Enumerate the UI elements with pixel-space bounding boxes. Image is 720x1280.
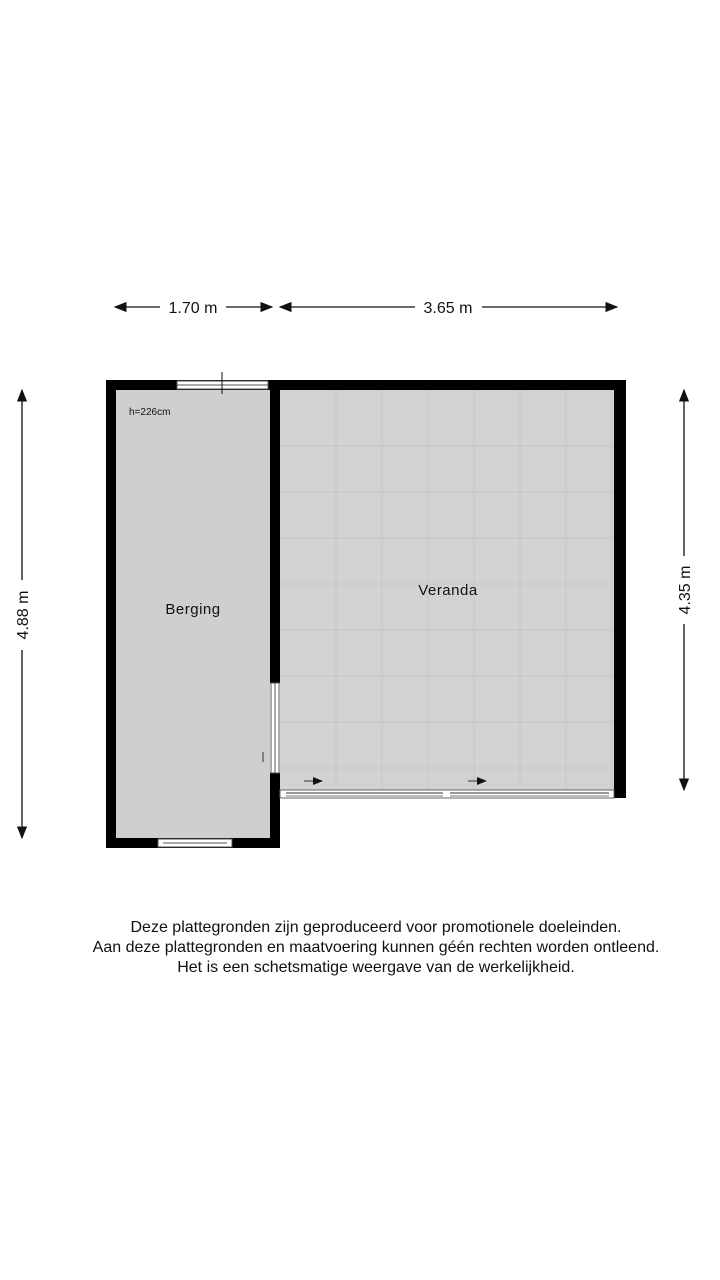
disclaimer-line: Aan deze plattegronden en maatvoering kunnen géén rechten worden ontleend.	[92, 939, 660, 956]
room-label-veranda: Veranda	[418, 582, 478, 599]
dimension-left	[15, 390, 32, 838]
disclaimer-line: Deze plattegronden zijn geproduceerd voor promotionele doeleinden.	[130, 919, 622, 936]
dimension-label: 3.65 m	[423, 300, 473, 317]
dimension-top-right	[280, 300, 617, 317]
dimension-label: 1.70 m	[168, 300, 218, 317]
dimension-right	[677, 390, 694, 790]
disclaimer	[0, 918, 720, 978]
dimension-label: 4.35 m	[677, 565, 694, 615]
disclaimer-line: Het is een schetsmatige weergave van de werkelijkheid.	[177, 959, 575, 976]
dimension-top-left	[115, 300, 272, 317]
room-label-berging: Berging	[165, 601, 221, 618]
window-berging-bottom	[158, 839, 232, 847]
height-note: h=226cm	[129, 407, 171, 418]
dimension-label: 4.88 m	[15, 590, 32, 640]
